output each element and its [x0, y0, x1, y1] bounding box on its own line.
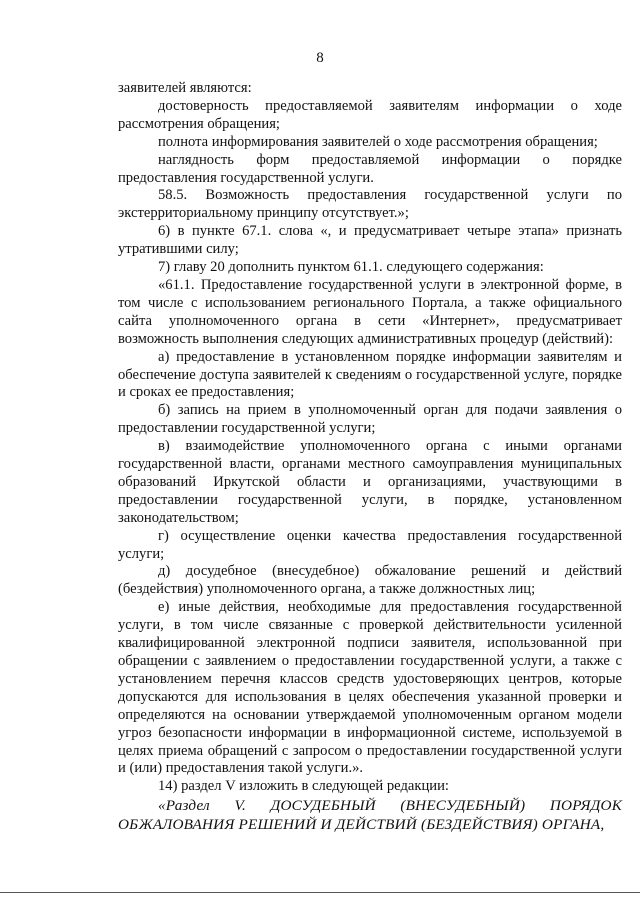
paragraph-sub-d: д) досудебное (внесудебное) обжалование решений и действий (бездействия) уполномоченного органа, а также должностных лиц;: [118, 563, 622, 598]
paragraph-sub-v: в) взаимодействие уполномоченного органа с иными органами государственной власти, органами местного самоуправления муниципальных образований Иркутской области и организациями, участвующими в предоставлении государственной услуги, в порядке, установленном законодательством;: [118, 438, 622, 526]
page-bottom-edge: [0, 892, 640, 893]
paragraph-reliability: достоверность предоставляемой заявителям информации о ходе рассмотрения обращения;: [118, 97, 622, 132]
page-number: 8: [316, 50, 324, 66]
document-body: [118, 80, 622, 834]
paragraph-61-1: «61.1. Предоставление государственной услуги в электронной форме, в том числе с использованием регионального Портала, а также официального сайта уполномоченного органа в сети «Интернет», предусматривает возможность выполнения следующих административных процедур (действий):: [118, 276, 622, 347]
paragraph-item-7: 7) главу 20 дополнить пунктом 61.1. следующего содержания:: [158, 259, 544, 276]
paragraph-clarity: наглядность форм предоставляемой информации о порядке предоставления государственной услуги.: [118, 151, 622, 186]
section-heading: «Раздел V. ДОСУДЕБНЫЙ (ВНЕСУДЕБНЫЙ) ПОРЯДОК ОБЖАЛОВАНИЯ РЕШЕНИЙ И ДЕЙСТВИЙ (БЕЗДЕЙСТВИЯ) ОРГАНА,: [118, 797, 622, 834]
paragraph-sub-g: г) осуществление оценки качества предоставления государственной услуги;: [118, 527, 622, 562]
paragraph-item-14: 14) раздел V изложить в следующей редакции:: [158, 778, 449, 795]
paragraph-sub-b: б) запись на прием в уполномоченный орган для подачи заявления о предоставлении государственной услуги;: [118, 402, 622, 437]
paragraph-sub-e: е) иные действия, необходимые для предоставления государственной услуги, в том числе связанные с проверкой действительности усиленной квалифицированной электронной подписи заявителя, использованной при обращении с заявлением о предоставлении государственной услуги, а также с установлением перечня классов средств удостоверяющих центров, которые допускаются для использования в целях обеспечения указанной проверки и определяются на основании утверждаемой уполномоченным органом модели угроз безопасности информации в информационной системе, используемой в целях приема обращений с запросом о предоставлении государственной услуги и (или) предоставления такой услуги.».: [118, 599, 622, 777]
paragraph-sub-a: а) предоставление в установленном порядке информации заявителям и обеспечение доступа заявителей к сведениям о государственной услуге, порядке и сроках ее предоставления;: [118, 348, 622, 401]
paragraph-58-5: 58.5. Возможность предоставления государственной услуги по экстерриториальному принципу отсутствует.»;: [118, 187, 622, 222]
paragraph-item-6: 6) в пункте 67.1. слова «, и предусматривает четыре этапа» признать утратившими силу;: [118, 223, 622, 258]
paragraph-completeness: полнота информирования заявителей о ходе рассмотрения обращения;: [158, 133, 598, 150]
paragraph-intro: заявителей являются:: [118, 80, 252, 96]
